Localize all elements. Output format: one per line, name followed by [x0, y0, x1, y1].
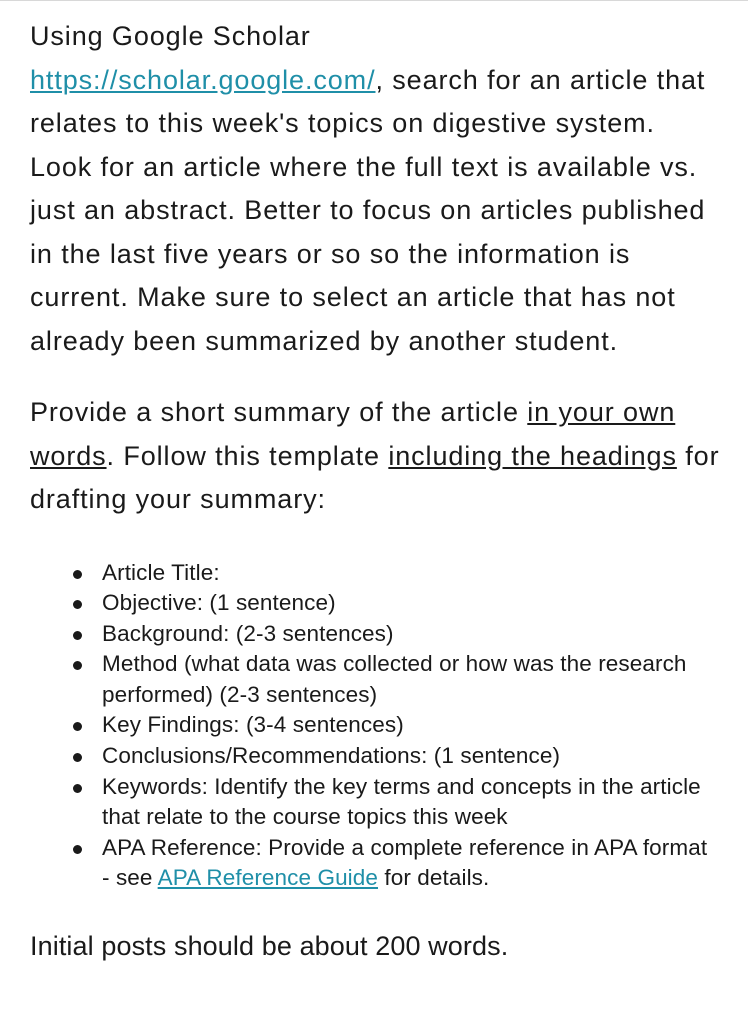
list-item-background: Background: (2-3 sentences) [102, 619, 720, 650]
instructions-paragraph [30, 391, 720, 522]
bullet-icon [73, 661, 82, 670]
bullet-icon [73, 753, 82, 762]
list-item-apa-reference: APA Reference: Provide a complete reference in APA format - see APA Reference Guide for details. [102, 833, 720, 894]
headings-emphasis: including the headings [388, 440, 677, 471]
bullet-icon [73, 600, 82, 609]
bullet-icon [73, 631, 82, 640]
google-scholar-link[interactable]: https://scholar.google.com/ [30, 64, 376, 95]
list-item-method: Method (what data was collected or how was the research performed) (2-3 sentences) [102, 649, 720, 710]
bullet-icon [73, 845, 82, 854]
assignment-content [30, 15, 720, 964]
word-count-note: Initial posts should be about 200 words. [30, 931, 509, 962]
list-item-key-findings: Key Findings: (3-4 sentences) [102, 710, 720, 741]
intro-paragraph [30, 15, 720, 363]
apa-reference-guide-link[interactable]: APA Reference Guide [157, 865, 379, 891]
instructions-text2: . Follow this template [106, 440, 389, 471]
template-list [30, 558, 720, 895]
instructions-text1: Provide a short summary of the article [30, 397, 528, 427]
own-words-emphasis: in your own words [30, 397, 676, 471]
bullet-icon [73, 784, 82, 793]
instructions-text3: for drafting your summary: [30, 440, 720, 514]
list-item-objective: Objective: (1 sentence) [102, 588, 720, 619]
list-item-conclusions: Conclusions/Recommendations: (1 sentence) [102, 741, 720, 772]
intro-line1: Using Google Scholar [30, 21, 311, 51]
bullet-icon [73, 722, 82, 731]
intro-text: , search for an article that relates to this week's topics on digestive system. Look for an article where the full text is available vs. just an abstract. Better to focus on articles published in the last five years or so so the information is current. Make sure to select an article that has not already been summarized by another student. [30, 64, 706, 356]
list-item-article-title: Article Title: [102, 558, 720, 589]
list-item-keywords: Keywords: Identify the key terms and concepts in the article that relate to the course topics this week [102, 772, 720, 833]
bullet-icon [73, 570, 82, 579]
